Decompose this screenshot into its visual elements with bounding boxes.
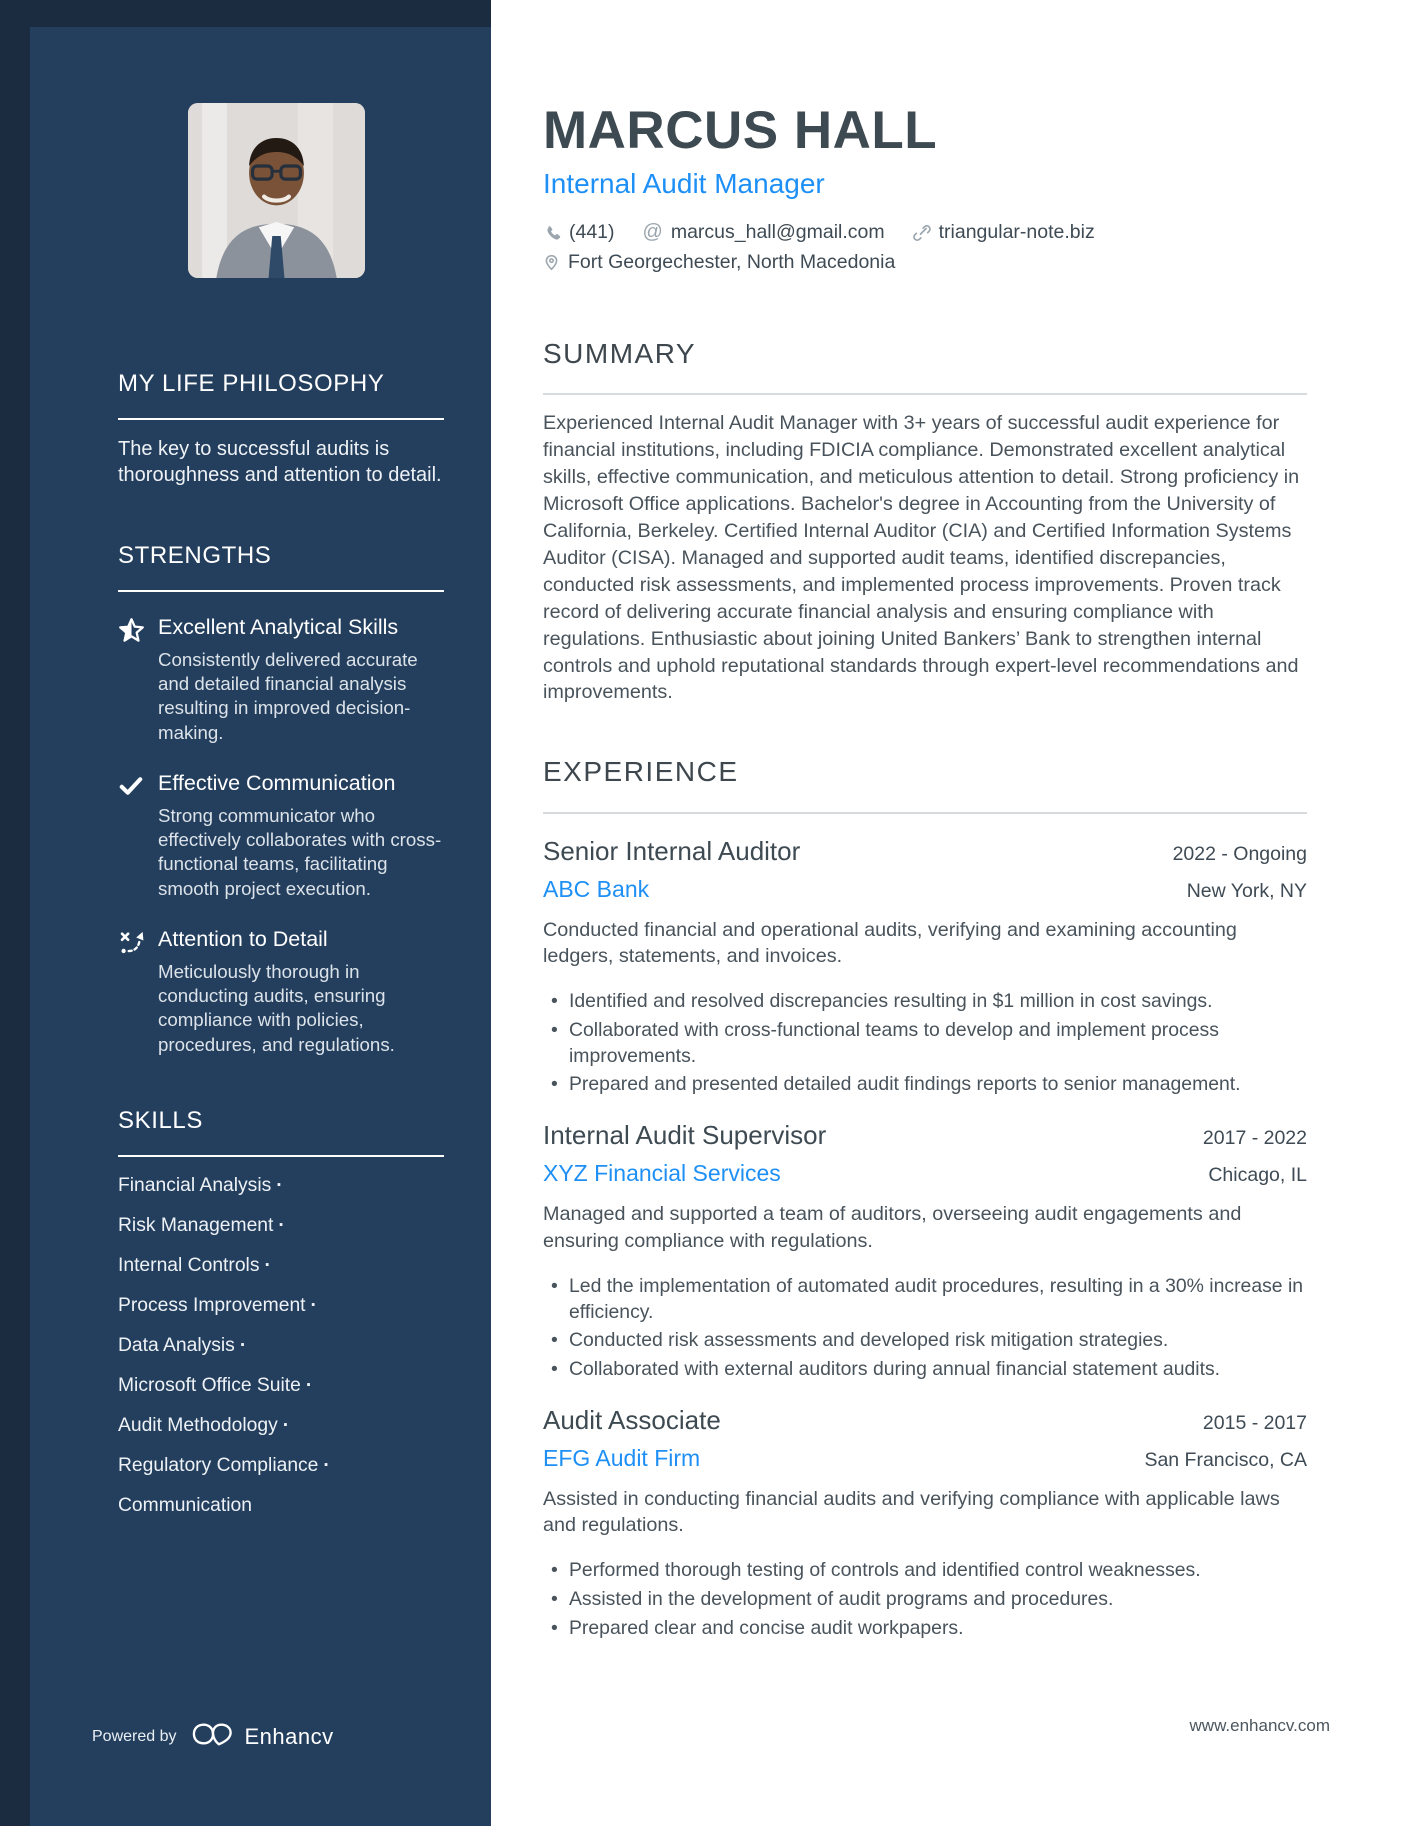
skill-separator-dot: · <box>276 1175 283 1196</box>
enhancv-branding <box>92 1721 334 1752</box>
skill-separator-dot: · <box>282 1415 290 1436</box>
skill-item: Communication <box>118 1495 252 1516</box>
job-bullet: • Assisted in the development of audit programs and procedures. <box>543 1587 1307 1613</box>
strength-title: Effective Communication <box>158 770 396 795</box>
contact-row <box>543 221 1307 244</box>
job-dates: 2017 - 2022 <box>1202 1127 1307 1150</box>
job-bullet: • Prepared and presented detailed audit findings reports to senior management. <box>543 1072 1307 1098</box>
skill-item: Internal Controls · <box>118 1255 271 1276</box>
skills-title: SKILLS <box>118 1107 203 1135</box>
strengths-title: STRENGTHS <box>118 541 272 569</box>
top-edge-band <box>0 0 491 27</box>
skill-separator-dot: · <box>310 1295 317 1316</box>
phone-icon <box>543 224 561 242</box>
email-address: marcus_hall@gmail.com <box>670 221 885 243</box>
skill-item: Regulatory Compliance · <box>118 1455 330 1476</box>
job-summary: Conducted financial and operational audits, verifying and examining accounting ledgers, statements, and invoices. <box>543 918 1237 967</box>
skill-item: Data Analysis · <box>118 1335 247 1356</box>
job-bullet: • Prepared clear and concise audit workpapers. <box>543 1616 1307 1642</box>
phone-item <box>543 221 615 244</box>
skill-separator-dot: · <box>323 1455 330 1476</box>
strength-desc: Consistently delivered accurate and detailed financial analysis resulting in improved decision-making. <box>158 648 418 743</box>
location-item <box>543 251 895 274</box>
enhancv-website-link[interactable]: www.enhancv.com <box>1189 1716 1330 1735</box>
section-divider <box>543 812 1307 814</box>
job-bullet-list <box>543 1558 1307 1641</box>
skill-separator-dot: · <box>239 1335 247 1356</box>
skill-item: Audit Methodology · <box>118 1415 290 1436</box>
job-company: ABC Bank <box>543 875 650 902</box>
strength-item <box>118 770 444 901</box>
skill-item: Microsoft Office Suite · <box>118 1375 313 1396</box>
section-divider <box>118 418 444 420</box>
job-title: Senior Internal Auditor <box>543 835 801 866</box>
profile-photo-illustration <box>188 103 365 278</box>
strength-body <box>158 926 444 1057</box>
skill-item: Financial Analysis · <box>118 1175 283 1196</box>
section-divider <box>118 1155 444 1157</box>
profile-photo <box>188 103 365 278</box>
job-role-title: Internal Audit Manager <box>543 168 825 199</box>
summary-title: SUMMARY <box>543 338 697 369</box>
location-row <box>543 251 1307 274</box>
job-dates: 2015 - 2017 <box>1202 1411 1307 1434</box>
skill-separator-dot: · <box>305 1375 313 1396</box>
job-bullet: • Collaborated with cross-functional teams to develop and implement process improvements. <box>543 1018 1307 1070</box>
job-entry <box>543 1405 1307 1642</box>
job-location: New York, NY <box>1186 879 1307 902</box>
job-summary: Assisted in conducting financial audits and verifying compliance with applicable laws and regulations. <box>543 1487 1280 1537</box>
job-entry <box>543 836 1307 1099</box>
strength-body <box>158 614 444 745</box>
section-divider <box>118 590 444 592</box>
sidebar-content <box>118 350 444 1517</box>
section-divider <box>543 393 1307 395</box>
strength-title: Attention to Detail <box>158 926 328 951</box>
skill-separator-dot: · <box>278 1215 285 1236</box>
job-summary: Managed and supported a team of auditors, overseeing audit engagements and ensuring compliance with regulations. <box>543 1203 1242 1252</box>
job-location: Chicago, IL <box>1208 1164 1307 1187</box>
job-bullet: • Led the implementation of automated audit procedures, resulting in a 30% increase in efficiency. <box>543 1274 1307 1326</box>
job-dates: 2022 - Ongoing <box>1172 842 1307 865</box>
philosophy-title: MY LIFE PHILOSOPHY <box>118 369 385 397</box>
strength-item <box>118 926 444 1057</box>
job-bullet-list <box>543 989 1307 1098</box>
strength-title: Excellent Analytical Skills <box>158 614 399 639</box>
experience-title: EXPERIENCE <box>543 756 739 788</box>
job-title: Audit Associate <box>543 1404 721 1435</box>
job-title: Internal Audit Supervisor <box>543 1120 827 1151</box>
job-entry <box>543 1120 1307 1383</box>
powered-by-label: Powered by <box>92 1727 177 1745</box>
job-bullet-list <box>543 1274 1307 1383</box>
location-text: Fort Georgechester, North Macedonia <box>568 251 896 273</box>
strengths-section <box>118 542 444 1057</box>
enhancv-brand-name: Enhancv <box>244 1723 334 1749</box>
enhancv-brand[interactable] <box>191 1721 334 1752</box>
philosophy-text: The key to successful audits is thoroughness and attention to detail. <box>118 437 442 486</box>
job-company: EFG Audit Firm <box>543 1444 701 1471</box>
email-item[interactable] <box>643 221 885 244</box>
main-column <box>543 0 1307 1642</box>
summary-text: Experienced Internal Audit Manager with 3+ years of successful audit experience for financial institutions, including FDICIA compliance. Demonstrated excellent analytical skills, effective communication, and meticulous attention to detail. Strong proficiency in Microsoft Office applications. Bachelor's degree in Accounting from the University of California, Berkeley. Certified Internal Auditor (CIA) and Certified Information Systems Auditor (CISA). Managed and supported audit teams, identified discrepancies, conducted risk assessments, and implemented process improvements. Proven track record of delivering accurate financial analysis and ensuring compliance with regulations. Enthusiastic about joining United Bankers’ Bank to strengthen internal controls and uphold reputational standards through expert-level recommendations and improvements. <box>543 412 1300 704</box>
strength-body <box>158 770 444 901</box>
job-bullet: • Performed thorough testing of controls and identified control weaknesses. <box>543 1558 1307 1584</box>
phone-number: (441) <box>569 221 615 243</box>
summary-section <box>543 338 1307 706</box>
job-bullet: • Conducted risk assessments and developed risk mitigation strategies. <box>543 1328 1307 1354</box>
link-icon <box>913 224 931 242</box>
strategy-icon <box>118 926 149 1057</box>
left-edge-band <box>0 0 30 1826</box>
philosophy-section <box>118 370 444 488</box>
strength-item <box>118 614 444 745</box>
website-item[interactable] <box>913 221 1095 244</box>
skill-separator-dot: · <box>264 1255 271 1276</box>
website-url: triangular-note.biz <box>938 221 1095 243</box>
skills-section <box>118 1107 444 1517</box>
at-icon: @ <box>642 221 663 243</box>
strength-desc: Meticulously thorough in conducting audits, ensuring compliance with policies, procedures, and regulations. <box>158 960 395 1055</box>
sidebar <box>30 27 491 1826</box>
check-icon <box>118 770 149 901</box>
skill-item: Process Improvement · <box>118 1295 317 1316</box>
strength-desc: Strong communicator who effectively collaborates with cross-functional teams, facilitating smooth project execution. <box>158 804 442 899</box>
enhancv-logo-icon <box>191 1721 236 1752</box>
job-bullet: • Identified and resolved discrepancies resulting in $1 million in cost savings. <box>543 989 1307 1015</box>
experience-section <box>543 756 1307 1641</box>
location-pin-icon <box>543 253 560 272</box>
job-bullet: • Collaborated with external auditors during annual financial statement audits. <box>543 1357 1307 1383</box>
job-company: XYZ Financial Services <box>543 1160 781 1187</box>
star-half-icon <box>118 614 149 745</box>
person-name: MARCUS HALL <box>543 101 938 160</box>
skill-item: Risk Management · <box>118 1215 285 1236</box>
skill-list <box>118 1175 444 1517</box>
job-location: San Francisco, CA <box>1144 1448 1307 1471</box>
